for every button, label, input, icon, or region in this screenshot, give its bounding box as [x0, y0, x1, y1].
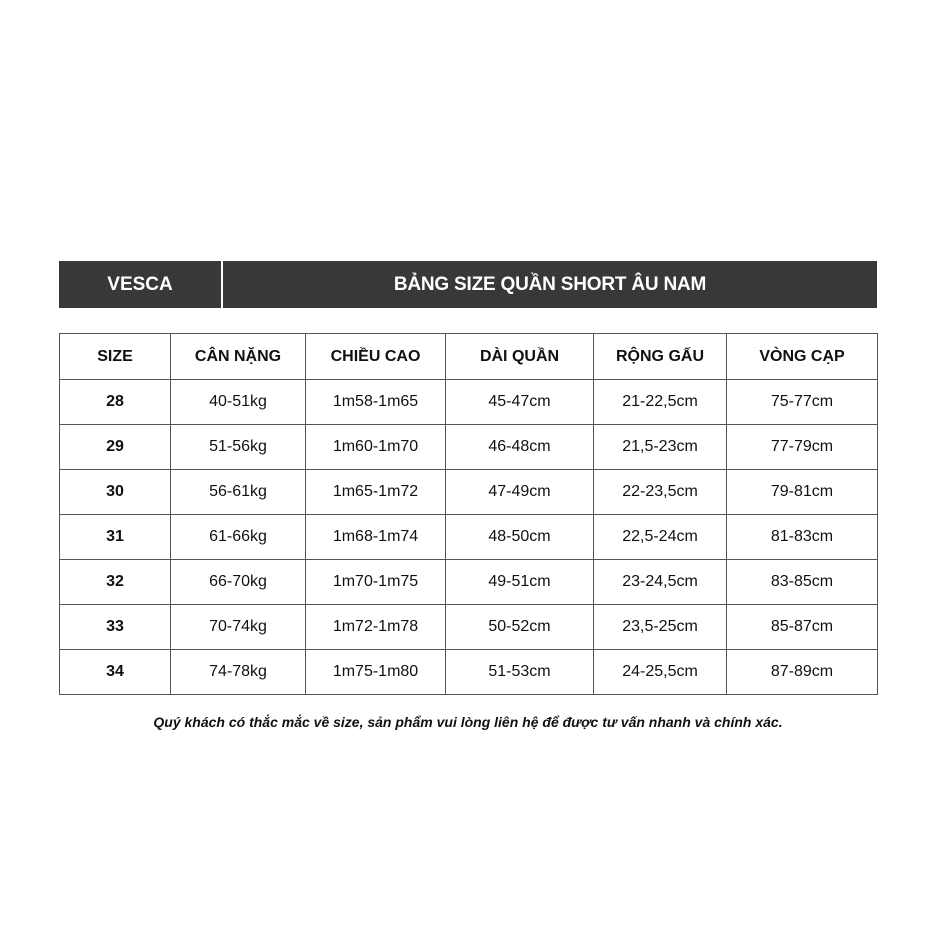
weight-cell: 74-78kg	[171, 650, 306, 695]
height-cell: 1m60-1m70	[306, 425, 446, 470]
size-cell: 29	[60, 425, 171, 470]
table-row	[60, 380, 878, 425]
size-cell: 31	[60, 515, 171, 560]
size-cell: 32	[60, 560, 171, 605]
length-cell: 46-48cm	[446, 425, 594, 470]
length-cell: 50-52cm	[446, 605, 594, 650]
table-row	[60, 425, 878, 470]
header-height: CHIỀU CAO	[306, 334, 446, 380]
length-cell: 45-47cm	[446, 380, 594, 425]
hem-width-cell: 22,5-24cm	[594, 515, 727, 560]
header-size: SIZE	[60, 334, 171, 380]
header-banner	[59, 261, 877, 308]
chart-title: BẢNG SIZE QUẦN SHORT ÂU NAM	[393, 273, 707, 295]
height-cell: 1m58-1m65	[306, 380, 446, 425]
waist-cell: 77-79cm	[727, 425, 878, 470]
hem-width-cell: 21-22,5cm	[594, 380, 727, 425]
height-cell: 1m70-1m75	[306, 560, 446, 605]
weight-cell: 66-70kg	[171, 560, 306, 605]
height-cell: 1m75-1m80	[306, 650, 446, 695]
weight-cell: 56-61kg	[171, 470, 306, 515]
size-cell: 28	[60, 380, 171, 425]
size-table	[59, 333, 878, 695]
height-cell: 1m65-1m72	[306, 470, 446, 515]
hem-width-cell: 23,5-25cm	[594, 605, 727, 650]
length-cell: 49-51cm	[446, 560, 594, 605]
length-cell: 51-53cm	[446, 650, 594, 695]
header-length: DÀI QUẦN	[446, 334, 594, 380]
waist-cell: 85-87cm	[727, 605, 878, 650]
height-cell: 1m68-1m74	[306, 515, 446, 560]
waist-cell: 81-83cm	[727, 515, 878, 560]
waist-cell: 75-77cm	[727, 380, 878, 425]
hem-width-cell: 23-24,5cm	[594, 560, 727, 605]
hem-width-cell: 24-25,5cm	[594, 650, 727, 695]
header-waist: VÒNG CẠP	[727, 334, 878, 380]
table-row	[60, 650, 878, 695]
weight-cell: 51-56kg	[171, 425, 306, 470]
hem-width-cell: 22-23,5cm	[594, 470, 727, 515]
waist-cell: 79-81cm	[727, 470, 878, 515]
weight-cell: 70-74kg	[171, 605, 306, 650]
waist-cell: 83-85cm	[727, 560, 878, 605]
table-row	[60, 560, 878, 605]
brand-name: VESCA	[59, 261, 223, 308]
footer-note: Quý khách có thắc mắc về size, sản phẩm vui lòng liên hệ để được tư vấn nhanh và chính xác.	[153, 714, 783, 730]
size-cell: 33	[60, 605, 171, 650]
table-row	[60, 515, 878, 560]
size-cell: 34	[60, 650, 171, 695]
weight-cell: 61-66kg	[171, 515, 306, 560]
table-row	[60, 605, 878, 650]
header-hem-width: RỘNG GẤU	[594, 334, 727, 380]
waist-cell: 87-89cm	[727, 650, 878, 695]
hem-width-cell: 21,5-23cm	[594, 425, 727, 470]
height-cell: 1m72-1m78	[306, 605, 446, 650]
table-row	[60, 470, 878, 515]
weight-cell: 40-51kg	[171, 380, 306, 425]
header-weight: CÂN NẶNG	[171, 334, 306, 380]
table-header-row	[60, 334, 878, 380]
size-cell: 30	[60, 470, 171, 515]
length-cell: 47-49cm	[446, 470, 594, 515]
length-cell: 48-50cm	[446, 515, 594, 560]
